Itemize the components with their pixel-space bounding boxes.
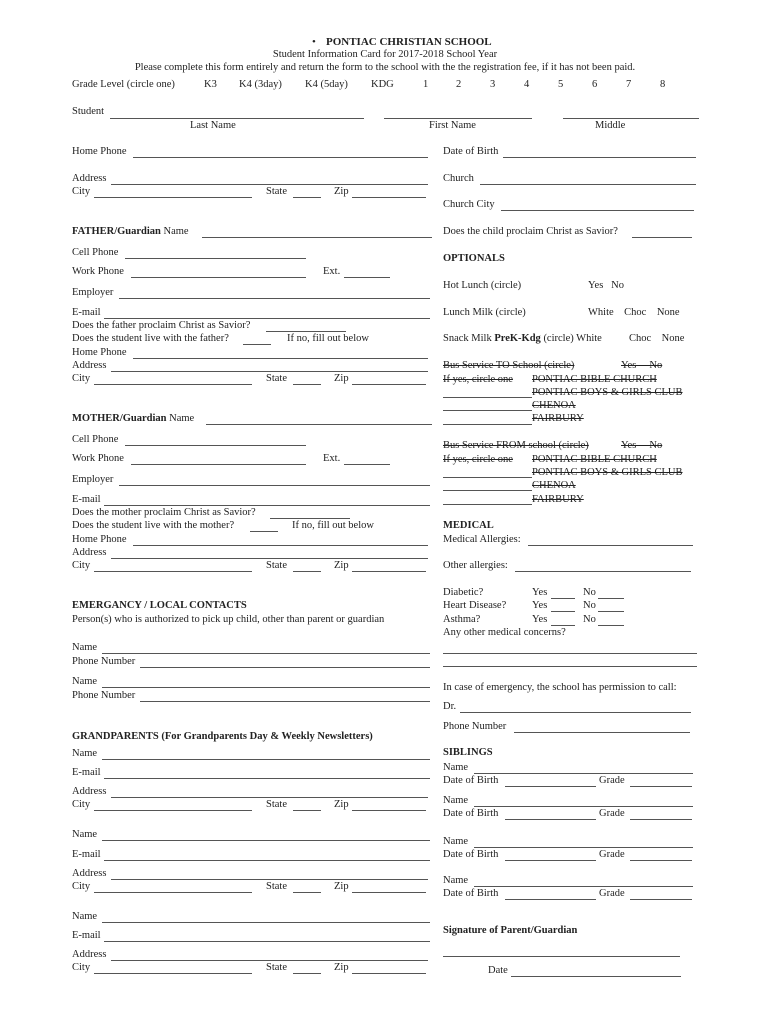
mother-name-field[interactable] bbox=[206, 424, 432, 425]
address-field[interactable] bbox=[111, 184, 428, 185]
sib1-grade-label: Grade bbox=[599, 775, 625, 786]
gp3-address-label: Address bbox=[72, 949, 107, 960]
grade-option[interactable]: KDG bbox=[371, 79, 394, 90]
mother-employer-field[interactable] bbox=[119, 485, 430, 486]
father-heading: FATHER/Guardian bbox=[72, 226, 161, 237]
emergency-title: EMERGANCY / LOCAL CONTACTS bbox=[72, 600, 247, 611]
father-proclaim-field[interactable] bbox=[266, 331, 346, 332]
zip-field[interactable] bbox=[352, 197, 426, 198]
bus-to-line bbox=[443, 424, 532, 425]
student-label: Student bbox=[72, 106, 105, 117]
father-title bbox=[72, 226, 189, 238]
gp1-email-label: E-mail bbox=[72, 767, 101, 778]
father-live-field[interactable] bbox=[243, 344, 271, 345]
asthma-label: Asthma? bbox=[443, 614, 481, 625]
mother-proclaim-label: Does the mother proclaim Christ as Savior? bbox=[72, 507, 256, 518]
sib4-name-label: Name bbox=[443, 875, 469, 886]
gp2-name-label: Name bbox=[72, 829, 98, 840]
gp2-zip-label: Zip bbox=[334, 881, 349, 892]
sib4-dob-field[interactable] bbox=[505, 899, 596, 900]
bus-from-line bbox=[443, 490, 532, 491]
mother-email-field[interactable] bbox=[104, 505, 430, 506]
gp1-zip-label: Zip bbox=[334, 799, 349, 810]
gp1-name-field[interactable] bbox=[102, 759, 430, 760]
sib1-name-label: Name bbox=[443, 762, 469, 773]
snack-milk-text-2: (circle) White bbox=[540, 333, 602, 344]
snack-milk-label bbox=[443, 333, 602, 345]
sib3-name-field[interactable] bbox=[474, 847, 693, 848]
bus-from-line bbox=[443, 504, 532, 505]
father-cell-field[interactable] bbox=[125, 258, 306, 259]
heart-yes-field[interactable] bbox=[551, 611, 575, 612]
emergency-phone-2-label: Phone Number bbox=[72, 690, 136, 701]
mother-cell-field[interactable] bbox=[125, 445, 306, 446]
other-concerns-label: Any other medical concerns? bbox=[443, 627, 566, 638]
gp2-address-label: Address bbox=[72, 868, 107, 879]
diabetic-yes: Yes bbox=[532, 587, 548, 598]
gp3-address-field[interactable] bbox=[111, 960, 428, 961]
grade-option[interactable]: 5 bbox=[558, 79, 564, 90]
hot-lunch-options[interactable]: Yes No bbox=[588, 280, 624, 291]
church-city-field[interactable] bbox=[501, 210, 694, 211]
grade-option[interactable]: 2 bbox=[456, 79, 462, 90]
gp3-email-label: E-mail bbox=[72, 930, 101, 941]
gp1-address-field[interactable] bbox=[111, 797, 428, 798]
bus-from-label: Bus Service FROM school (circle) bbox=[443, 440, 589, 451]
father-employer-label: Employer bbox=[72, 287, 114, 298]
gp1-city-field[interactable] bbox=[94, 810, 252, 811]
sib3-dob-label: Date of Birth bbox=[443, 849, 499, 860]
father-ext-field[interactable] bbox=[344, 277, 390, 278]
father-address-label: Address bbox=[72, 360, 107, 371]
gp2-city-label: City bbox=[72, 881, 91, 892]
sib2-name-label: Name bbox=[443, 795, 469, 806]
grade-option[interactable]: 4 bbox=[524, 79, 530, 90]
gp1-address-label: Address bbox=[72, 786, 107, 797]
church-label: Church bbox=[443, 173, 474, 184]
heart-label: Heart Disease? bbox=[443, 600, 507, 611]
father-city-field[interactable] bbox=[94, 384, 252, 385]
bullet: • bbox=[312, 36, 316, 48]
father-zip-field[interactable] bbox=[352, 384, 426, 385]
sib2-grade-label: Grade bbox=[599, 808, 625, 819]
bus-to-stop: PONTIAC BOYS & GIRLS CLUB bbox=[532, 387, 683, 398]
bus-to-line bbox=[443, 397, 532, 398]
sib1-name-field[interactable] bbox=[474, 773, 693, 774]
last-name-caption: Last Name bbox=[190, 120, 236, 131]
sib2-name-field[interactable] bbox=[474, 806, 693, 807]
gp2-state-field[interactable] bbox=[293, 892, 321, 893]
father-live-label: Does the student live with the father? bbox=[72, 333, 229, 344]
mother-work-field[interactable] bbox=[131, 464, 306, 465]
church-field[interactable] bbox=[480, 184, 696, 185]
grade-level-label: Grade Level (circle one) bbox=[72, 79, 175, 90]
sib3-name-label: Name bbox=[443, 836, 469, 847]
school-name: PONTIAC CHRISTIAN SCHOOL bbox=[326, 36, 492, 48]
signature-field[interactable] bbox=[443, 956, 680, 957]
other-allergies-label: Other allergies: bbox=[443, 560, 508, 571]
father-name-label: Name bbox=[163, 226, 189, 237]
father-ext-label: Ext. bbox=[323, 266, 341, 277]
medical-title: MEDICAL bbox=[443, 520, 494, 531]
signature-title: Signature of Parent/Guardian bbox=[443, 925, 578, 936]
bus-to-stop: CHENOA bbox=[532, 400, 576, 411]
mother-ext-label: Ext. bbox=[323, 453, 341, 464]
student-middle-name-field[interactable] bbox=[563, 118, 699, 119]
snack-milk-text: Snack Milk bbox=[443, 333, 495, 344]
gp1-state-field[interactable] bbox=[293, 810, 321, 811]
emergency-name-2-field[interactable] bbox=[102, 687, 430, 688]
emergency-name-1-label: Name bbox=[72, 642, 98, 653]
mother-zip-label: Zip bbox=[334, 560, 349, 571]
mother-city-field[interactable] bbox=[94, 571, 252, 572]
city-label: City bbox=[72, 186, 91, 197]
gp1-city-label: City bbox=[72, 799, 91, 810]
bus-from-options: Yes No bbox=[621, 440, 663, 451]
gp2-email-label: E-mail bbox=[72, 849, 101, 860]
mother-employer-label: Employer bbox=[72, 474, 114, 485]
grade-option[interactable]: K4 (5day) bbox=[305, 79, 348, 90]
mother-email-label: E-mail bbox=[72, 494, 101, 505]
mother-city-label: City bbox=[72, 560, 91, 571]
father-state-label: State bbox=[266, 373, 287, 384]
grade-option[interactable]: 6 bbox=[592, 79, 598, 90]
father-home-phone-field[interactable] bbox=[133, 358, 428, 359]
gp3-name-label: Name bbox=[72, 911, 98, 922]
doctor-label: Dr. bbox=[443, 701, 457, 712]
father-zip-label: Zip bbox=[334, 373, 349, 384]
mother-work-label: Work Phone bbox=[72, 453, 124, 464]
mother-address-field[interactable] bbox=[111, 558, 428, 559]
sib2-grade-field[interactable] bbox=[630, 819, 692, 820]
sib4-grade-field[interactable] bbox=[630, 899, 692, 900]
grandparents-title: GRANDPARENTS (For Grandparents Day & Weekly Newsletters) bbox=[72, 731, 373, 742]
father-work-field[interactable] bbox=[131, 277, 306, 278]
form-instructions: Please complete this form entirely and return the form to the school with the the registration fee, if it has not been paid. bbox=[134, 62, 636, 73]
diabetic-no-field[interactable] bbox=[598, 598, 624, 599]
father-email-field[interactable] bbox=[104, 318, 430, 319]
asthma-yes-field[interactable] bbox=[551, 625, 575, 626]
emergency-name-1-field[interactable] bbox=[102, 653, 430, 654]
student-last-name-field[interactable] bbox=[110, 118, 364, 119]
gp3-city-label: City bbox=[72, 962, 91, 973]
mother-address-label: Address bbox=[72, 547, 107, 558]
bus-to-stop: FAIRBURY bbox=[532, 413, 584, 424]
sib3-dob-field[interactable] bbox=[505, 860, 596, 861]
emergency-phone-2-field[interactable] bbox=[140, 701, 430, 702]
bus-to-line bbox=[443, 410, 532, 411]
snack-milk-options[interactable]: Choc None bbox=[629, 333, 685, 344]
state-field[interactable] bbox=[293, 197, 321, 198]
lunch-milk-options[interactable]: White Choc None bbox=[588, 307, 680, 318]
doctor-phone-field[interactable] bbox=[514, 732, 690, 733]
bus-to-label: Bus Service TO School (circle) bbox=[443, 360, 575, 371]
mother-live-field[interactable] bbox=[250, 531, 278, 532]
bus-from-stop: FAIRBURY bbox=[532, 494, 584, 505]
emergency-phone-1-field[interactable] bbox=[140, 667, 430, 668]
mother-name-label: Name bbox=[169, 413, 195, 424]
signature-date-label: Date bbox=[488, 965, 508, 976]
optionals-title: OPTIONALS bbox=[443, 253, 505, 264]
other-concerns-line-1[interactable] bbox=[443, 653, 697, 654]
church-city-label: Church City bbox=[443, 199, 495, 210]
gp2-address-field[interactable] bbox=[111, 879, 428, 880]
signature-date-field[interactable] bbox=[511, 976, 681, 977]
city-field[interactable] bbox=[94, 197, 252, 198]
father-if-no: If no, fill out below bbox=[287, 333, 369, 344]
bus-to-options: Yes No bbox=[621, 360, 663, 371]
state-label: State bbox=[266, 186, 287, 197]
home-phone-field[interactable] bbox=[133, 157, 428, 158]
heart-yes: Yes bbox=[532, 600, 548, 611]
heart-no: No bbox=[583, 600, 596, 611]
gp3-name-field[interactable] bbox=[102, 922, 430, 923]
bus-from-if-yes: If yes, circle one bbox=[443, 454, 513, 465]
father-work-label: Work Phone bbox=[72, 266, 124, 277]
sib2-dob-label: Date of Birth bbox=[443, 808, 499, 819]
father-state-field[interactable] bbox=[293, 384, 321, 385]
diabetic-yes-field[interactable] bbox=[551, 598, 575, 599]
home-phone-label: Home Phone bbox=[72, 146, 127, 157]
gp2-name-field[interactable] bbox=[102, 840, 430, 841]
address-label: Address bbox=[72, 173, 107, 184]
father-proclaim-label: Does the father proclaim Christ as Savior? bbox=[72, 320, 251, 331]
sib4-grade-label: Grade bbox=[599, 888, 625, 899]
father-name-field[interactable] bbox=[202, 237, 432, 238]
mother-home-phone-label: Home Phone bbox=[72, 534, 127, 545]
gp1-zip-field[interactable] bbox=[352, 810, 426, 811]
bus-from-stop: CHENOA bbox=[532, 480, 576, 491]
bus-from-stop: PONTIAC BOYS & GIRLS CLUB bbox=[532, 467, 683, 478]
mother-home-phone-field[interactable] bbox=[133, 545, 428, 546]
heart-no-field[interactable] bbox=[598, 611, 624, 612]
snack-milk-grade: PreK-Kdg bbox=[494, 333, 541, 344]
gp3-state-label: State bbox=[266, 962, 287, 973]
sib1-dob-field[interactable] bbox=[505, 786, 596, 787]
bus-from-line bbox=[443, 477, 532, 478]
sib3-grade-label: Grade bbox=[599, 849, 625, 860]
diabetic-label: Diabetic? bbox=[443, 587, 484, 598]
gp3-email-field[interactable] bbox=[104, 941, 430, 942]
gp3-city-field[interactable] bbox=[94, 973, 252, 974]
father-employer-field[interactable] bbox=[119, 298, 430, 299]
father-cell-label: Cell Phone bbox=[72, 247, 119, 258]
father-home-phone-label: Home Phone bbox=[72, 347, 127, 358]
asthma-no-field[interactable] bbox=[598, 625, 624, 626]
sib3-grade-field[interactable] bbox=[630, 860, 692, 861]
sib2-dob-field[interactable] bbox=[505, 819, 596, 820]
asthma-no: No bbox=[583, 614, 596, 625]
gp2-city-field[interactable] bbox=[94, 892, 252, 893]
bus-to-if-yes: If yes, circle one bbox=[443, 374, 513, 385]
bus-to-stop: PONTIAC BIBLE CHURCH bbox=[532, 374, 657, 385]
emergency-subtitle: Person(s) who is authorized to pick up child, other than parent or guardian bbox=[72, 614, 385, 625]
asthma-yes: Yes bbox=[532, 614, 548, 625]
medical-allergies-field[interactable] bbox=[528, 545, 693, 546]
doctor-field[interactable] bbox=[460, 712, 691, 713]
siblings-title: SIBLINGS bbox=[443, 747, 493, 758]
gp2-zip-field[interactable] bbox=[352, 892, 426, 893]
middle-name-caption: Middle bbox=[595, 120, 626, 131]
bus-from-stop: PONTIAC BIBLE CHURCH bbox=[532, 454, 657, 465]
grade-option[interactable]: 7 bbox=[626, 79, 632, 90]
form-subtitle: Student Information Card for 2017-2018 School Year bbox=[272, 49, 498, 60]
student-first-name-field[interactable] bbox=[384, 118, 532, 119]
doctor-phone-label: Phone Number bbox=[443, 721, 507, 732]
sib4-dob-label: Date of Birth bbox=[443, 888, 499, 899]
mother-state-label: State bbox=[266, 560, 287, 571]
child-dob-label: Date of Birth bbox=[443, 146, 499, 157]
mother-cell-label: Cell Phone bbox=[72, 434, 119, 445]
hot-lunch-label: Hot Lunch (circle) bbox=[443, 280, 522, 291]
mother-if-no: If no, fill out below bbox=[292, 520, 374, 531]
gp3-state-field[interactable] bbox=[293, 973, 321, 974]
other-allergies-field[interactable] bbox=[515, 571, 691, 572]
sib1-dob-label: Date of Birth bbox=[443, 775, 499, 786]
gp3-zip-label: Zip bbox=[334, 962, 349, 973]
mother-heading: MOTHER/Guardian bbox=[72, 413, 167, 424]
lunch-milk-label: Lunch Milk (circle) bbox=[443, 307, 526, 318]
gp1-name-label: Name bbox=[72, 748, 98, 759]
gp3-zip-field[interactable] bbox=[352, 973, 426, 974]
gp2-email-field[interactable] bbox=[104, 860, 430, 861]
gp1-state-label: State bbox=[266, 799, 287, 810]
grade-option[interactable]: 1 bbox=[423, 79, 429, 90]
grade-option[interactable]: 3 bbox=[490, 79, 496, 90]
first-name-caption: First Name bbox=[429, 120, 476, 131]
gp1-email-field[interactable] bbox=[104, 778, 430, 779]
mother-title bbox=[72, 413, 194, 425]
mother-state-field[interactable] bbox=[293, 571, 321, 572]
father-city-label: City bbox=[72, 373, 91, 384]
emergency-phone-1-label: Phone Number bbox=[72, 656, 136, 667]
emergency-permission: In case of emergency, the school has permission to call: bbox=[443, 682, 677, 693]
mother-proclaim-field[interactable] bbox=[270, 518, 350, 519]
child-proclaim-label: Does the child proclaim Christ as Savior? bbox=[443, 226, 618, 237]
sib4-name-field[interactable] bbox=[474, 886, 693, 887]
mother-zip-field[interactable] bbox=[352, 571, 426, 572]
medical-allergies-label: Medical Allergies: bbox=[443, 534, 521, 545]
child-proclaim-field[interactable] bbox=[632, 237, 692, 238]
grade-option[interactable]: K4 (3day) bbox=[239, 79, 282, 90]
father-address-field[interactable] bbox=[111, 371, 428, 372]
grade-option[interactable]: K3 bbox=[204, 79, 217, 90]
child-dob-field[interactable] bbox=[503, 157, 696, 158]
grade-option[interactable]: 8 bbox=[660, 79, 666, 90]
father-email-label: E-mail bbox=[72, 307, 101, 318]
other-concerns-line-2[interactable] bbox=[443, 666, 697, 667]
gp2-state-label: State bbox=[266, 881, 287, 892]
zip-label: Zip bbox=[334, 186, 349, 197]
mother-live-label: Does the student live with the mother? bbox=[72, 520, 235, 531]
emergency-name-2-label: Name bbox=[72, 676, 98, 687]
diabetic-no: No bbox=[583, 587, 596, 598]
sib1-grade-field[interactable] bbox=[630, 786, 692, 787]
mother-ext-field[interactable] bbox=[344, 464, 390, 465]
